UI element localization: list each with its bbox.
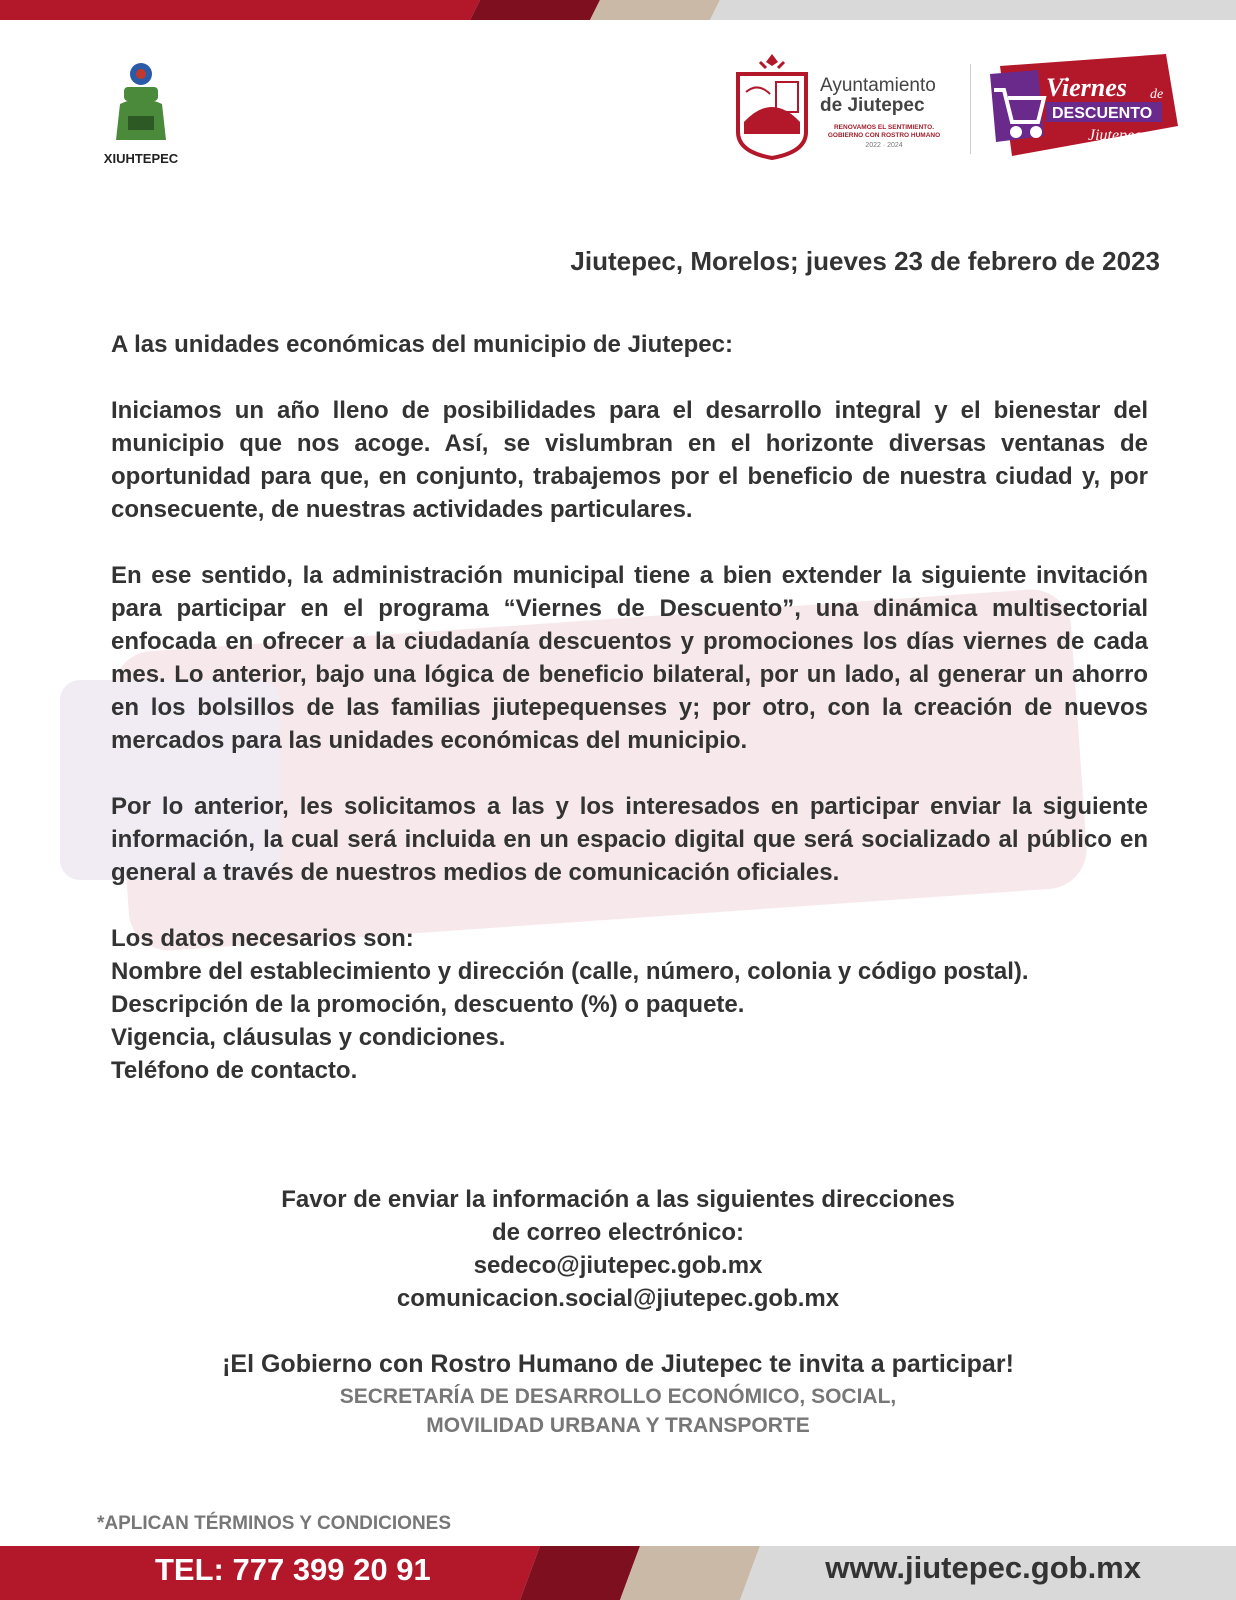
ayuntamiento-title-line2: de Jiutepec [820,95,925,116]
ayuntamiento-period: 2022 · 2024 [865,142,903,149]
header-logos [732,52,1192,167]
department-name [0,1382,1236,1440]
logo-word-viernes: Viernes [1046,73,1127,102]
ayuntamiento-shield-icon [732,52,812,162]
ayuntamiento-text [820,76,960,149]
xiuhtepec-logo [96,60,186,170]
paragraph-3: Por lo anterior, les solicitamos a las y los interesados en participar enviar la siguiente información, la cual será incluida en un espacio digital que será socializado al público en general a través de nuestros medios de comunicación oficiales. [111,793,1148,886]
data-item: Vigencia, cláusulas y condiciones. [111,1024,506,1051]
top-color-bar [0,0,1236,20]
letter-date: Jiutepec, Morelos; jueves 23 de febrero de 2023 [570,246,1160,276]
letter-body [111,328,1148,1087]
email-sedeco[interactable]: sedeco@jiutepec.gob.mx [473,1252,763,1279]
footer-phone[interactable]: TEL: 777 399 20 91 [155,1552,431,1587]
paragraph-2: En ese sentido, la administración municipal tiene a bien extender la siguiente invitación para participar en el programa “Viernes de Descuento”, una dinámica multisectorial enfocada en ofrecer a la ciudadanía descuentos y promociones los días viernes de cada mes. Lo anterior, bajo una lógica de beneficio bilateral, por un lado, al generar un ahorro en los bolsillos de las familias jiutepequenses y; por otro, con la creación de nuevos mercados para las unidades económicas del municipio. [111,562,1148,754]
send-info-block [0,1183,1236,1315]
ayuntamiento-motto-2: GOBIERNO CON ROSTRO HUMANO [827,132,941,139]
terms-note: *APLICAN TÉRMINOS Y CONDICIONES [97,1513,452,1534]
department-line-2: MOVILIDAD URBANA Y TRANSPORTE [426,1414,810,1437]
department-line-1: SECRETARÍA DE DESARROLLO ECONÓMICO, SOCIAL, [339,1385,897,1408]
data-heading: Los datos necesarios son: [111,925,414,952]
ayuntamiento-motto-1: RENOVAMOS EL SENTIMIENTO. [833,124,935,131]
logo-divider [970,64,971,154]
logo-word-descuento: DESCUENTO [1052,105,1153,122]
send-line-2: de correo electrónico: [491,1219,745,1246]
xiuhtepec-glyph-icon [106,60,176,144]
xiuhtepec-caption: XIUHTEPEC [103,151,179,166]
data-item: Teléfono de contacto. [111,1057,358,1084]
footer-website-link[interactable]: www.jiutepec.gob.mx [825,1550,1141,1585]
salutation: A las unidades económicas del municipio de Jiutepec: [111,331,733,358]
data-item: Nombre del establecimiento y dirección (calle, número, colonia y código postal). [111,958,1029,985]
paragraph-1: Iniciamos un año lleno de posibilidades para el desarrollo integral y el bienestar del municipio que nos acoge. Así, se vislumbran en el horizonte diversas ventanas de oportunidad para que, en conjunto, trabajemos por el beneficio de nuestra ciudad y, por consecuente, de nuestras actividades particulares. [111,397,1148,523]
email-comunicacion-social[interactable]: comunicacion.social@jiutepec.gob.mx [396,1285,840,1312]
logo-word-de: de [1150,87,1164,102]
logo-word-jiutepec: Jiutepec [1088,127,1142,144]
viernes-de-descuento-logo [978,52,1188,164]
ayuntamiento-title-line1: Ayuntamiento [820,75,936,96]
slogan: ¡El Gobierno con Rostro Humano de Jiutepec te invita a participar! [222,1350,1014,1378]
data-item: Descripción de la promoción, descuento (%) o paquete. [111,991,745,1018]
send-line-1: Favor de enviar la información a las siguientes direcciones [281,1186,955,1213]
